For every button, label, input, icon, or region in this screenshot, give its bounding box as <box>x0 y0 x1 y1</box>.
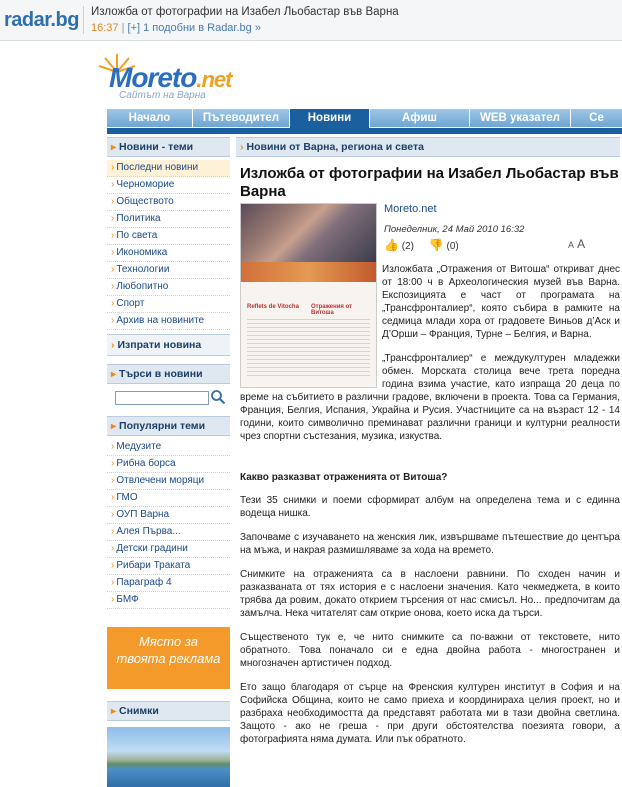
ad-text-line-1: Място за <box>139 634 198 649</box>
sidebar-item-world[interactable]: › По света <box>107 228 230 245</box>
popular-item[interactable]: › Детски градини <box>107 541 230 558</box>
popular-item[interactable]: › Рибари Траката <box>107 558 230 575</box>
sidebar-search-heading: ▸ Търси в новини <box>107 364 230 384</box>
radar-meta: 16:37 | [+] 1 подобни в Radar.bg » <box>91 22 261 34</box>
news-topics-list <box>107 157 230 334</box>
radar-divider <box>83 6 84 34</box>
sidebar-item-latest-news[interactable]: › Последни новини <box>107 160 230 177</box>
article-body <box>240 255 620 757</box>
ad-text-line-2: твоята реклама <box>116 651 221 666</box>
thumbs-down-icon[interactable]: 👎 <box>428 238 444 252</box>
article-paragraph: „Трансфронталиер“ е междукултурен младежки обмен. Морската столица вече трета поредна година взима участие, като изпраща 20 деца по време на събитието в различни градове, включени в проекта. Това са Германия, Франция, Белгия, Испания, Украйна и Русия. Участниците са на възраст 12 - 14 години, които символично преминават различни граници и културни реалности чрез спортни състезания, музика, изкуства. <box>240 353 620 442</box>
font-larger-button[interactable]: A <box>577 237 586 251</box>
sidebar-item-society[interactable]: › Обществото <box>107 194 230 211</box>
article-source[interactable]: Moreto.net <box>384 203 437 215</box>
article-paragraph: Изложбата „Отражения от Витоша“ откриват днес от 18:00 ч в Археологическия музей във Варна. Експозицията е част от програмата на „Трансфронталиер“, която събира в рамките на седмица млади хора от градовете Виньов д’Аск и Д’Орши – Франция, Турне – Белгия, и Варна. <box>382 264 620 340</box>
popular-item[interactable]: › Отвлечени моряци <box>107 473 230 490</box>
sidebar-item-sport[interactable]: › Спорт <box>107 296 230 313</box>
popular-item[interactable]: › БМФ <box>107 592 230 609</box>
thumbs-up-icon[interactable]: 👍 <box>384 238 399 252</box>
article-paragraph: Тези 35 снимки и поеми сформират албум на определена тема и с единна водеща нишка. <box>240 495 620 519</box>
article-paragraph: Снимките на отраженията са в наслоени равнини. По сходен начин и разказваната от тях история е с наслоени значения. Като чекмеджета, в които трябва да ровим, докато открием търсения от нас смисъл. Но... предпочитам да замълча. Нека читателят сам открие онова, което иска да търси. <box>240 569 620 619</box>
font-size-controls <box>568 237 585 251</box>
sidebar-item-economy[interactable]: › Икономика <box>107 245 230 262</box>
sidebar-item-curious[interactable]: › Любопитно <box>107 279 230 296</box>
site-logo[interactable] <box>97 56 237 104</box>
sidebar-photos-heading: ▸ Снимки <box>107 701 230 721</box>
popular-item[interactable]: › Медузите <box>107 439 230 456</box>
sidebar-item-politics[interactable]: › Политика <box>107 211 230 228</box>
likes-down-count: (0) <box>446 241 459 252</box>
sidebar-item-archive[interactable]: › Архив на новините <box>107 313 230 330</box>
logo-tagline: Сайтът на Варна <box>119 90 206 101</box>
poster-caption-left: Reflets de Vitocha <box>247 304 299 310</box>
radar-logo[interactable]: radar.bg <box>4 9 79 31</box>
popular-item[interactable]: › ГМО <box>107 490 230 507</box>
sidebar <box>107 137 230 787</box>
main-nav <box>107 109 622 127</box>
article-subheading: Какво разказват отраженията от Витоша? <box>240 472 448 483</box>
poster-caption-right: Отражения от Витоша <box>311 304 353 316</box>
likes-up-count: (2) <box>401 241 414 252</box>
popular-item[interactable]: › Параграф 4 <box>107 575 230 592</box>
radar-article-title[interactable]: Изложба от фотографии на Изабел Льобастар във Варна <box>91 6 399 18</box>
nav-guide[interactable]: Пътеводител <box>193 109 290 127</box>
popular-item[interactable]: › ОУП Варна <box>107 507 230 524</box>
poster-photo <box>241 204 376 262</box>
photo-thumbnail[interactable] <box>107 727 230 787</box>
sidebar-popular-heading: ▸ Популярни теми <box>107 416 230 436</box>
logo-text: Moreto.net <box>109 62 232 93</box>
article-paragraph: Същественото тук е, че нито снимките са по-важни от текстовете, нито обратното. Това поначало си е една двойна работа - многостранен и многозначен артистичен подход. <box>240 632 620 669</box>
font-smaller-button[interactable]: A <box>568 240 575 250</box>
radar-toolbar <box>0 0 622 41</box>
sidebar-item-chernomorie[interactable]: › Черноморие <box>107 177 230 194</box>
article-paragraph: Ето защо благодаря от сърце на Френския културен институт в София и на Софийска Община, които не само приеха и координираха целия проект, но и разбраха необходимостта да представят работата ми в тази двойна светлина. Защото - ако не греша - при други обстоятелства поезията говори, а фотографията няма думата. Или пък обратното. <box>240 682 620 745</box>
article-paragraph: Започваме с изучаването на женския лик, извършваме пътешествие до центъра на мъжа, и накрая размишляваме за хода на времето. <box>240 532 620 556</box>
nav-web-directory[interactable]: WEB указател <box>470 109 571 127</box>
nav-more[interactable]: Се <box>589 112 604 124</box>
nav-news[interactable]: Новини <box>290 109 370 130</box>
breadcrumb[interactable]: › Новини от Варна, региона и света <box>236 137 620 157</box>
popular-topics-list <box>107 436 230 613</box>
popular-item[interactable]: › Алея Първа... <box>107 524 230 541</box>
nav-home[interactable]: Начало <box>107 109 193 127</box>
news-search <box>107 384 230 412</box>
radar-similar-link[interactable]: [+] 1 подобни в Radar.bg » <box>127 22 261 34</box>
bullet-arrow-icon: ▸ <box>111 142 117 153</box>
popular-item[interactable]: › Рибна борса <box>107 456 230 473</box>
search-icon[interactable] <box>210 389 226 405</box>
sidebar-item-technology[interactable]: › Технологии <box>107 262 230 279</box>
nav-underline <box>107 128 622 134</box>
article-rating <box>384 238 459 252</box>
nav-afish[interactable]: Афиш <box>370 109 470 127</box>
radar-time: 16:37 <box>91 22 119 34</box>
news-search-input[interactable] <box>115 391 209 405</box>
main-content <box>236 137 620 745</box>
sidebar-news-heading: ▸ Новини - теми <box>107 137 230 157</box>
ad-banner[interactable] <box>107 627 230 689</box>
send-news-button[interactable]: › Изпрати новина <box>107 334 230 356</box>
article-date: Понеделник, 24 Май 2010 16:32 <box>384 224 525 235</box>
article-title: Изложба от фотографии на Изабел Льобастар във Варна <box>240 165 619 200</box>
